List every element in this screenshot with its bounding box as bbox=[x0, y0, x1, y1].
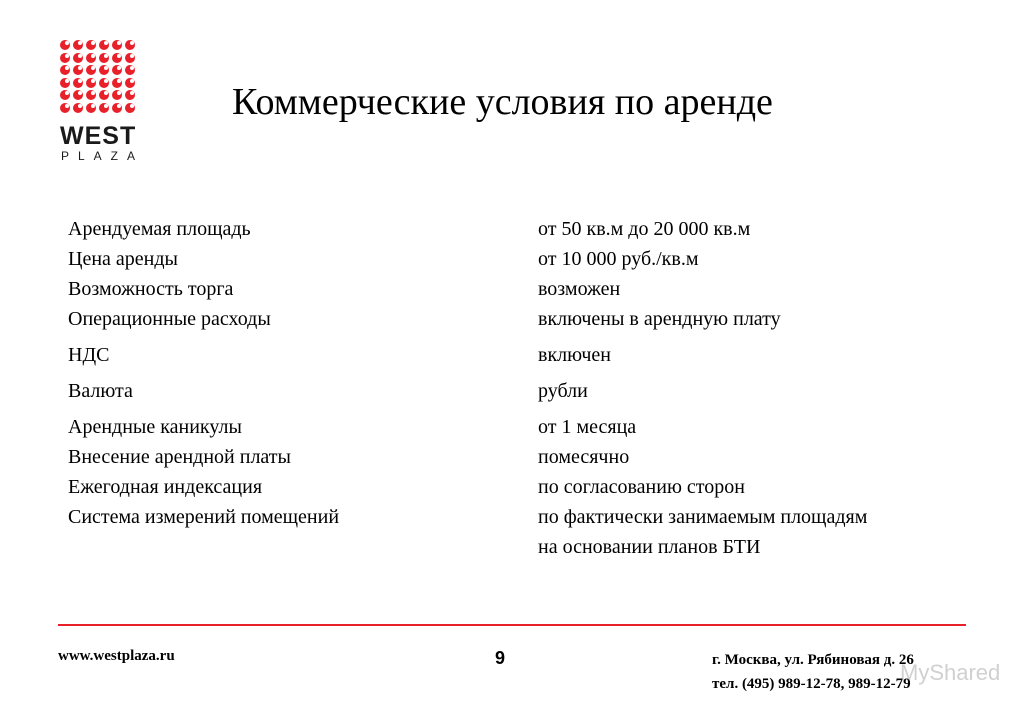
logo-dot bbox=[125, 78, 135, 88]
term-row bbox=[68, 214, 968, 244]
term-label: Ежегодная индексация bbox=[68, 476, 263, 498]
term-row bbox=[68, 340, 968, 370]
logo-dot bbox=[112, 103, 122, 113]
logo-dot-row bbox=[60, 78, 144, 88]
logo-dot bbox=[60, 90, 70, 100]
logo-dot bbox=[125, 53, 135, 63]
logo-dot bbox=[99, 90, 109, 100]
logo-dot bbox=[86, 90, 96, 100]
term-label: Система измерений помещений bbox=[68, 506, 340, 528]
logo-dot bbox=[86, 40, 96, 50]
logo-dot bbox=[73, 65, 83, 75]
logo-dot bbox=[99, 78, 109, 88]
logo-dot-row bbox=[60, 90, 144, 100]
logo-word-plaza: PLAZA bbox=[61, 149, 145, 163]
term-row bbox=[68, 502, 968, 562]
logo-dot bbox=[73, 78, 83, 88]
page-number: 9 bbox=[494, 648, 505, 668]
term-value: рубли bbox=[538, 380, 588, 402]
term-value: включены в арендную плату bbox=[538, 308, 781, 330]
logo-dot bbox=[73, 90, 83, 100]
logo-dot-grid bbox=[60, 40, 144, 116]
term-label: Возможность торга bbox=[68, 278, 234, 300]
logo-dot-row bbox=[60, 53, 144, 63]
term-value: возможен bbox=[538, 278, 621, 300]
logo-dot bbox=[60, 53, 70, 63]
logo-dot bbox=[73, 53, 83, 63]
logo-dot bbox=[99, 103, 109, 113]
logo-dot-row bbox=[60, 40, 144, 50]
terms-table bbox=[68, 214, 968, 562]
term-value: включен bbox=[538, 344, 611, 366]
term-value: от 50 кв.м до 20 000 кв.м bbox=[538, 218, 751, 240]
term-row bbox=[68, 376, 968, 406]
term-label: НДС bbox=[68, 344, 110, 366]
logo-dot bbox=[112, 53, 122, 63]
phone-line: тел. (495) 989-12-78, 989-12-79 bbox=[712, 676, 911, 692]
logo-dot bbox=[60, 40, 70, 50]
west-plaza-logo bbox=[58, 40, 144, 166]
logo-dot bbox=[60, 103, 70, 113]
logo-dot-row bbox=[60, 65, 144, 75]
watermark: MyShared bbox=[900, 660, 1001, 685]
term-row bbox=[68, 472, 968, 502]
term-label: Операционные расходы bbox=[68, 308, 271, 330]
logo-dot bbox=[86, 103, 96, 113]
term-label: Валюта bbox=[68, 380, 133, 402]
footer-divider bbox=[58, 624, 966, 626]
logo-dot bbox=[86, 53, 96, 63]
logo-dot bbox=[112, 65, 122, 75]
website-url: www.westplaza.ru bbox=[58, 648, 175, 664]
term-label: Арендуемая площадь bbox=[68, 218, 251, 240]
term-label: Внесение арендной платы bbox=[68, 446, 291, 468]
logo-dot-row bbox=[60, 103, 144, 113]
logo-dot bbox=[125, 90, 135, 100]
logo-dot bbox=[99, 53, 109, 63]
logo-dot bbox=[73, 40, 83, 50]
term-value: от 1 месяца bbox=[538, 416, 637, 438]
logo-dot bbox=[99, 40, 109, 50]
logo-dot bbox=[112, 90, 122, 100]
logo-dot bbox=[60, 65, 70, 75]
term-row bbox=[68, 304, 968, 334]
term-label: Цена аренды bbox=[68, 248, 178, 270]
term-value: помесячно bbox=[538, 446, 630, 468]
page-title: Коммерческие условия по аренде bbox=[232, 81, 773, 123]
term-row bbox=[68, 442, 968, 472]
term-value: от 10 000 руб./кв.м bbox=[538, 248, 699, 270]
logo-dot bbox=[112, 40, 122, 50]
logo-dot bbox=[125, 40, 135, 50]
logo-dot bbox=[99, 65, 109, 75]
term-row bbox=[68, 244, 968, 274]
term-value: по фактически занимаемым площадям на основании планов БТИ bbox=[538, 506, 868, 558]
term-row bbox=[68, 274, 968, 304]
term-value: по согласованию сторон bbox=[538, 476, 745, 498]
term-label: Арендные каникулы bbox=[68, 416, 242, 438]
contact-info bbox=[712, 648, 914, 696]
logo-dot bbox=[73, 103, 83, 113]
logo-dot bbox=[125, 65, 135, 75]
logo-word-west: WEST bbox=[60, 122, 137, 150]
logo-dot bbox=[60, 78, 70, 88]
term-row bbox=[68, 412, 968, 442]
logo-dot bbox=[86, 78, 96, 88]
address-line: г. Москва, ул. Рябиновая д. 26 bbox=[712, 652, 914, 668]
logo-dot bbox=[112, 78, 122, 88]
logo-dot bbox=[86, 65, 96, 75]
logo-dot bbox=[125, 103, 135, 113]
